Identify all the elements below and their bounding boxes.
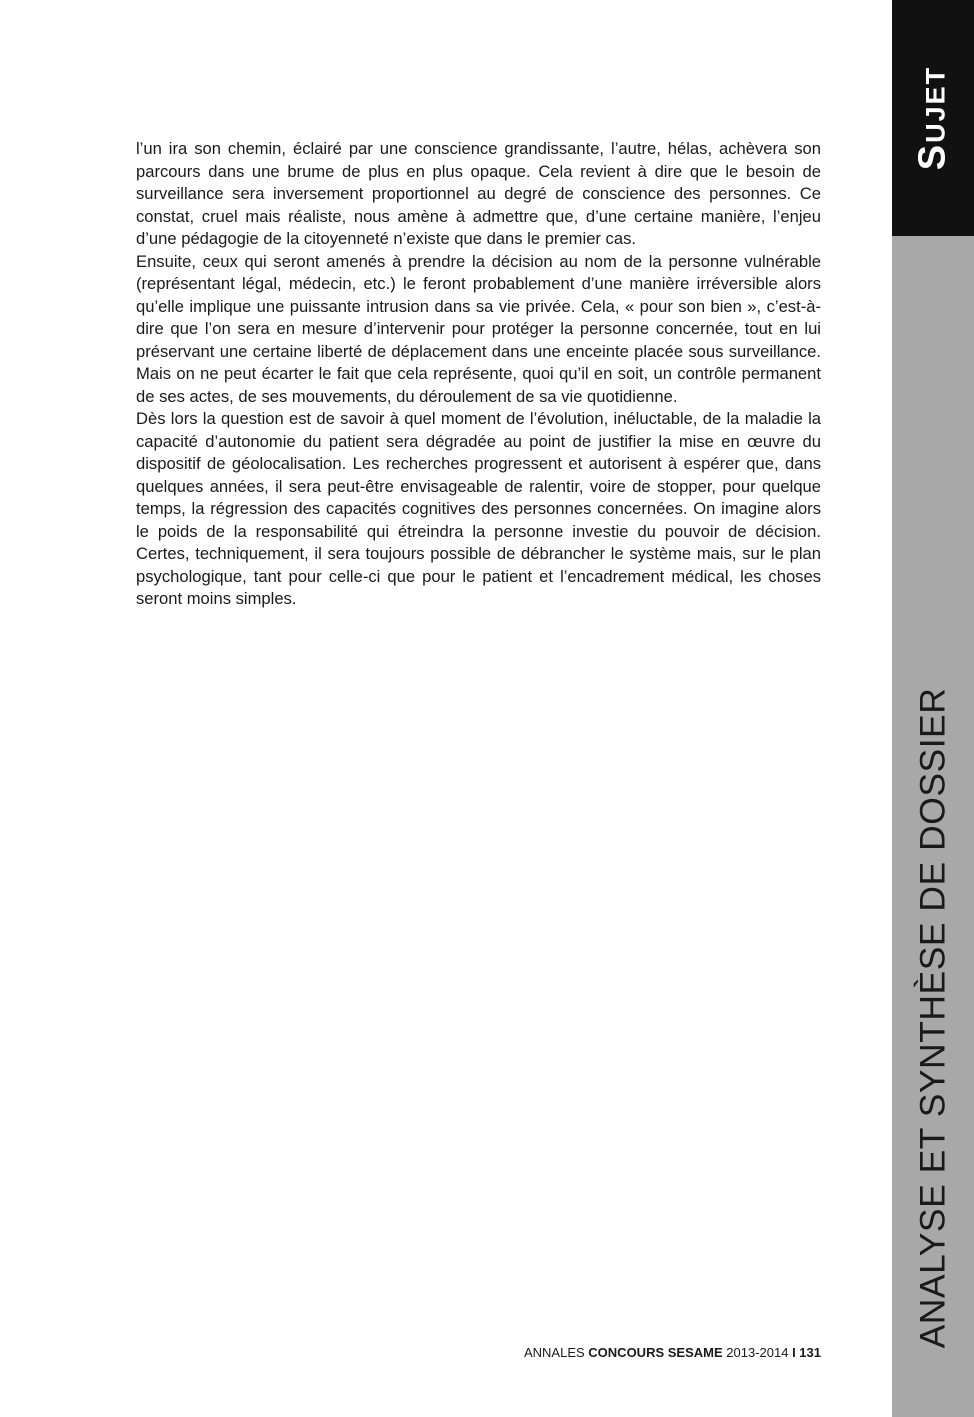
footer-separator: I (792, 1345, 796, 1360)
paragraph: l’un ira son chemin, éclairé par une conscience grandissante, l’autre, hélas, achèvera son parcours dans une brume de plus en plus opaque. Cela revient à dire que le besoin de surveillance sera inversement proportionnel au degré de conscience des personnes. Ce constat, cruel mais réaliste, nous amène à admettre que, d’une certaine manière, l’enjeu d’une pédagogie de la citoyenneté n’existe que dans le premier cas. (136, 139, 821, 248)
footer-prefix: ANNALES (523, 1345, 589, 1360)
paragraph: Dès lors la question est de savoir à quel moment de l’évolution, inéluctable, de la maladie la capacité d’autonomie du patient sera dégradée au point de justifier la mise en œuvre du dispositif de géolocalisation. Les recherches progressent et autorisent à espérer que, dans quelques années, il sera peut-être envisageable de ralentir, voire de stopper, pour quelque temps, la régression des capacités cognitives des personnes concernées. On imagine alors le poids de la responsabilité qui étreindra la personne investie du pouvoir de décision. Certes, techniquement, il sera toujours possible de débrancher le système mais, sur le plan psychologique, tant pour celle-ci que pour le patient et l’encadrement médical, les choses seront moins simples. (136, 409, 821, 608)
page-footer (524, 1345, 821, 1360)
section-title: ANALYSE ET SYNTHÈSE DE DOSSIER (912, 687, 953, 1349)
sujet-label: Sujet (911, 65, 954, 171)
footer-title: CONCOURS SESAME (588, 1345, 723, 1360)
page-number: 131 (795, 1345, 821, 1360)
body-text (136, 138, 821, 611)
paragraph: Ensuite, ceux qui seront amenés à prendre la décision au nom de la personne vulnérable (représentant légal, médecin, etc.) le feront probablement d’une manière irréversible alors qu’elle implique une puissante intrusion dans sa vie privée. Cela, « pour son bien », c’est-à-dire que l’on sera en mesure d’intervenir pour protéger la personne concernée, tout en lui préservant une certaine liberté de déplacement dans une enceinte placée sous surveillance. Mais on ne peut écarter le fait que cela représente, quoi qu’il en soit, un contrôle permanent de ses actes, de ses mouvements, du déroulement de sa vie quotidienne. (136, 251, 821, 406)
footer-years: 2013-2014 (722, 1345, 793, 1360)
